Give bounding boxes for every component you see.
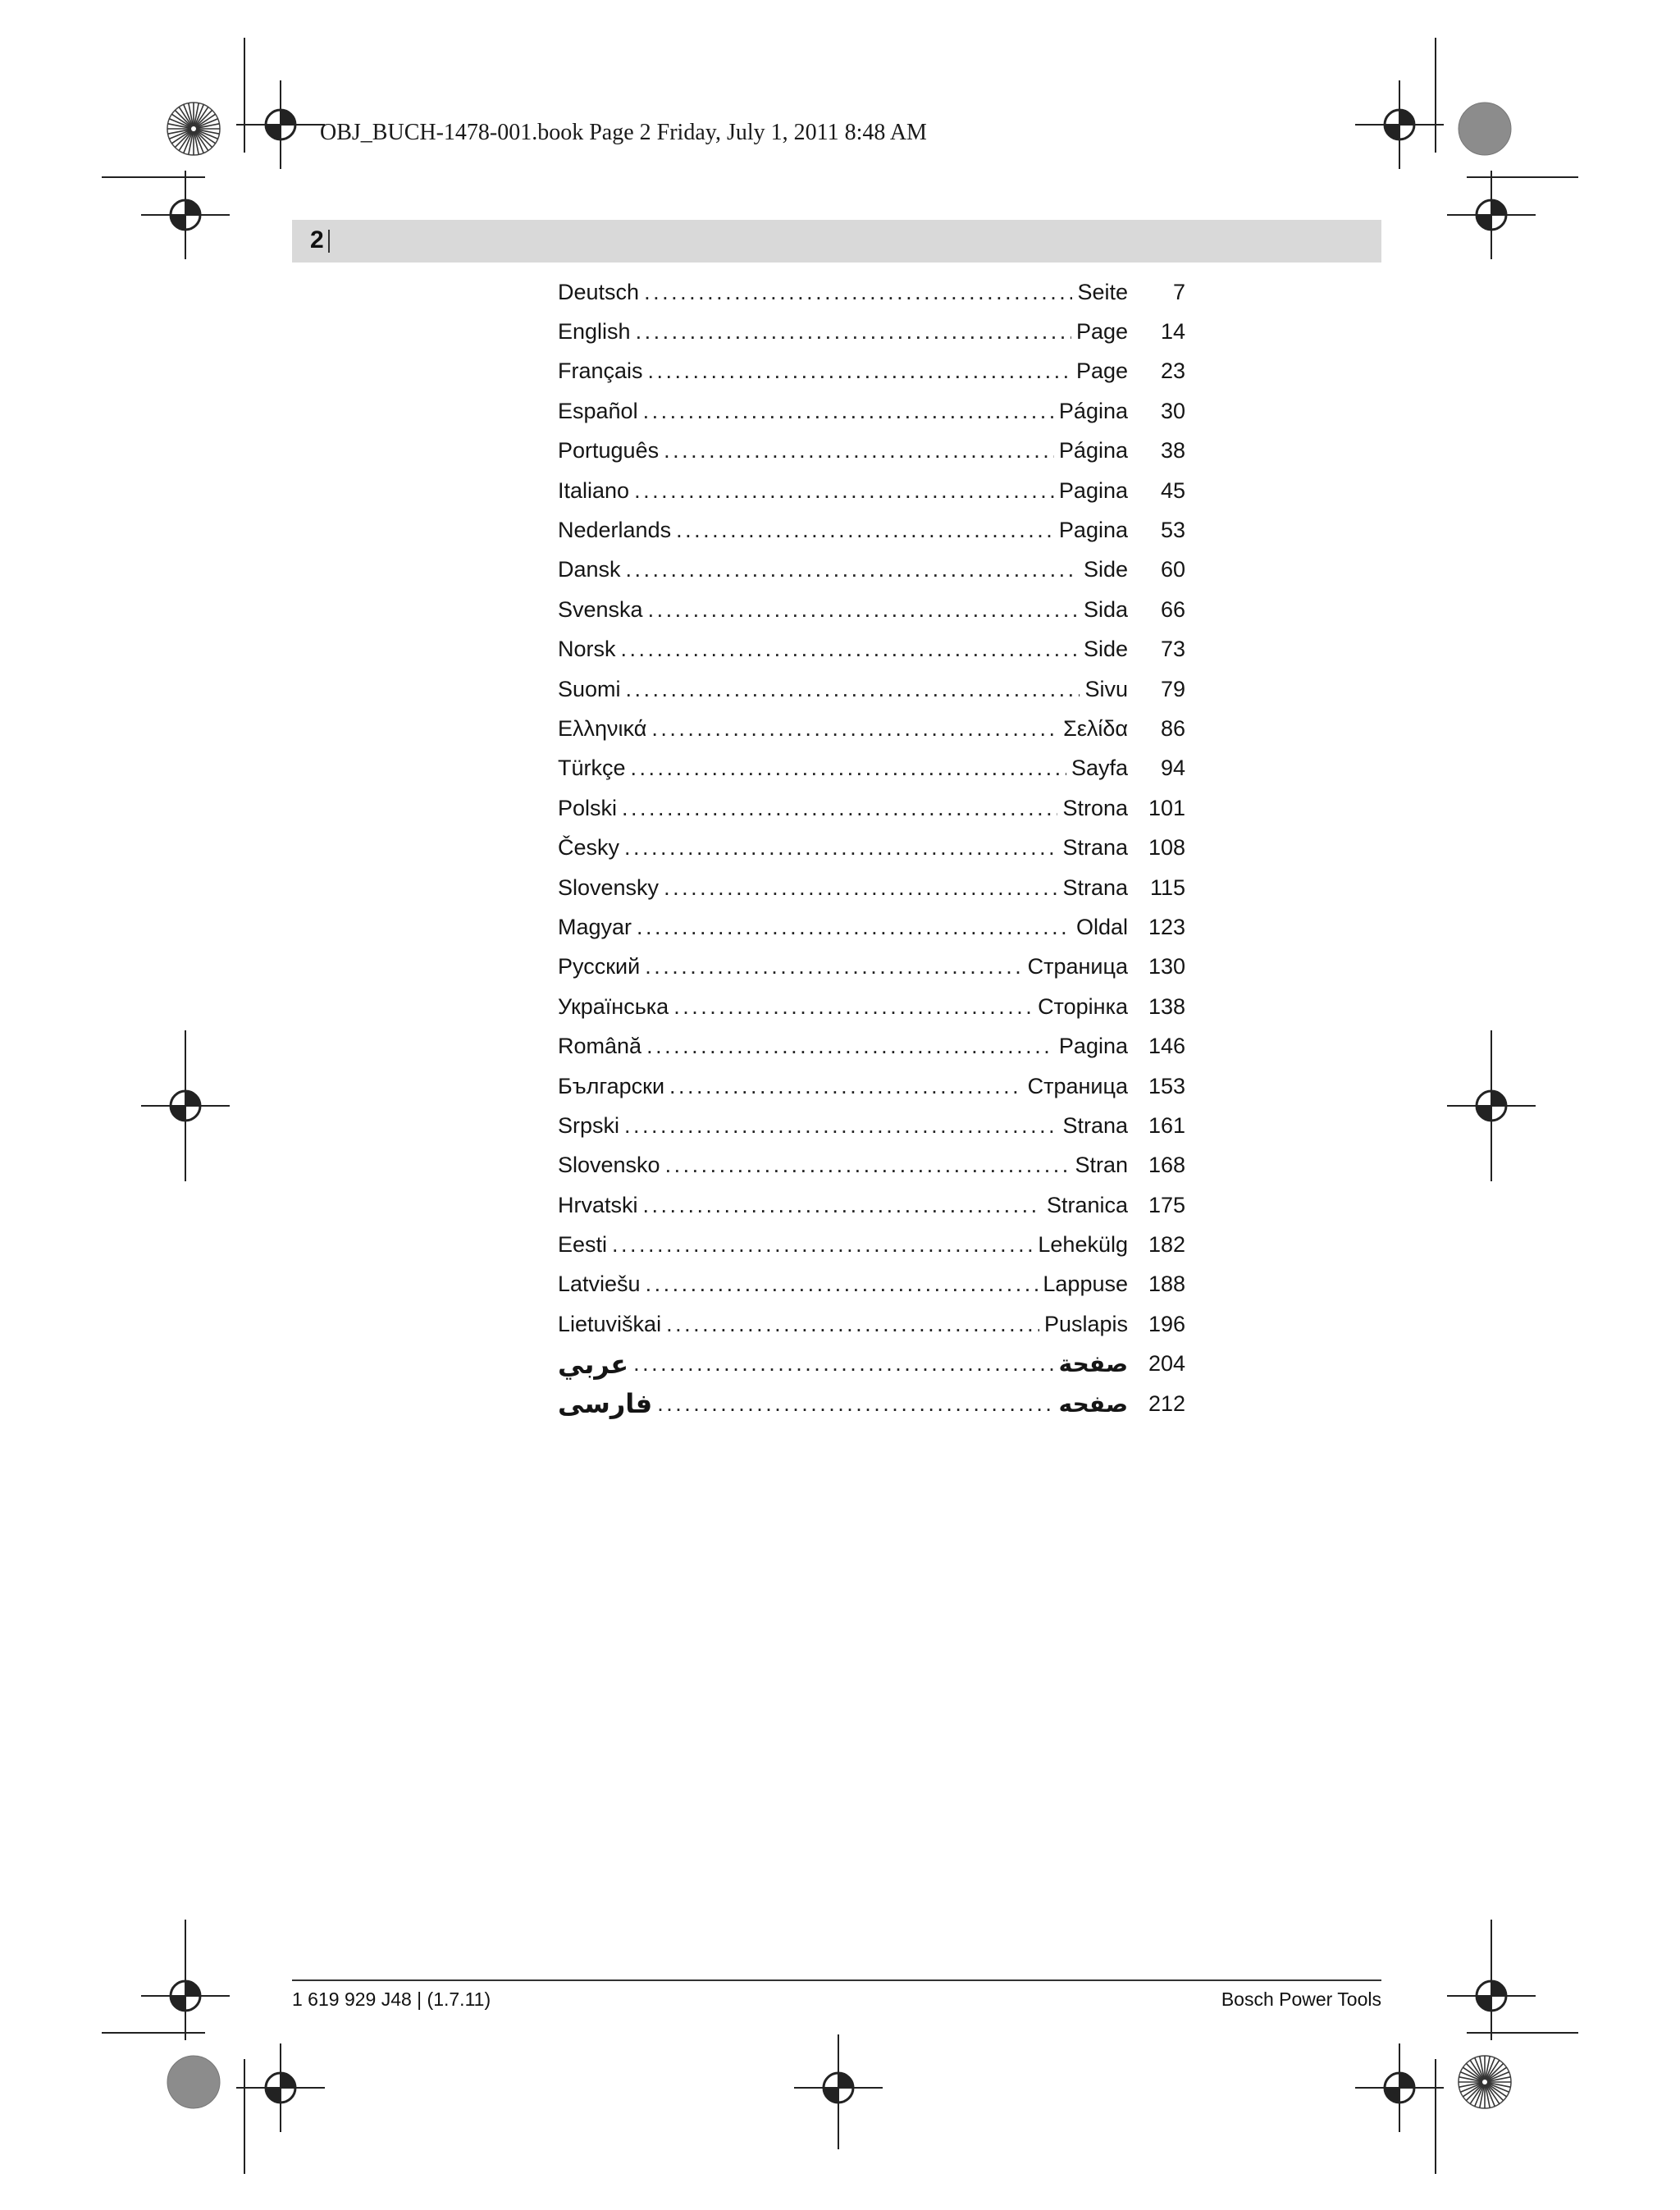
toc-language: Eesti (558, 1232, 608, 1258)
toc-page-number: 188 (1148, 1272, 1185, 1297)
toc-page-number: 86 (1160, 715, 1185, 741)
toc-page-word: Seite (1077, 279, 1128, 304)
toc-entry[interactable] (558, 1384, 1185, 1423)
toc-entry[interactable] (558, 669, 1185, 709)
toc-entry[interactable] (558, 312, 1185, 351)
toc-page-word: صفحه (1058, 1390, 1128, 1417)
toc-language: Română (558, 1034, 642, 1059)
toc-dot-leader (621, 637, 1079, 662)
toc-language: English (558, 319, 631, 345)
header-separator (328, 230, 330, 253)
toc-dot-leader (624, 835, 1057, 861)
toc-dot-leader (626, 557, 1079, 582)
toc-dot-leader (644, 280, 1072, 305)
toc-dot-leader (643, 399, 1054, 424)
toc-language: Slovensky (558, 874, 660, 900)
toc-dot-leader (622, 796, 1057, 821)
toc-entry[interactable] (558, 471, 1185, 510)
toc-page-word: Página (1058, 398, 1128, 423)
toc-entry[interactable] (558, 352, 1185, 391)
toc-dot-leader (676, 518, 1054, 543)
toc-page-number: 79 (1160, 676, 1185, 701)
toc-page-word: صفحة (1058, 1351, 1128, 1377)
toc-language: Latviešu (558, 1272, 641, 1297)
toc-page-number: 130 (1148, 954, 1185, 979)
registration-mark (1355, 80, 1444, 169)
toc-page-number: 66 (1160, 596, 1185, 622)
toc-dot-leader (664, 875, 1057, 901)
toc-entry[interactable] (558, 1265, 1185, 1304)
toc-page-word: Page (1075, 319, 1128, 345)
toc-dot-leader (643, 1193, 1042, 1218)
toc-dot-leader (648, 597, 1079, 623)
toc-page-number: 204 (1148, 1351, 1185, 1377)
toc-dot-leader (646, 1034, 1054, 1059)
toc-language: Česky (558, 835, 620, 861)
toc-dot-leader (648, 358, 1071, 384)
toc-page-number: 161 (1148, 1112, 1185, 1138)
registration-mark (1447, 1952, 1536, 2040)
toc-page-word: Puslapis (1043, 1311, 1128, 1336)
toc-page-number: 153 (1148, 1073, 1185, 1098)
toc-dot-leader (657, 1391, 1053, 1417)
toc-dot-leader (665, 1153, 1071, 1178)
toc-dot-leader (651, 716, 1058, 742)
registration-mark (236, 80, 325, 169)
toc-page-word: Strana (1062, 1112, 1128, 1138)
toc-entry[interactable] (558, 709, 1185, 748)
registration-mark (141, 1952, 230, 2040)
toc-page-word: Strana (1062, 874, 1128, 900)
print-slug-line: OBJ_BUCH-1478-001.book Page 2 Friday, July 1, 2011 8:48 AM (320, 120, 927, 145)
toc-language: Magyar (558, 914, 632, 939)
toc-language: Türkçe (558, 756, 626, 781)
toc-entry[interactable] (558, 590, 1185, 629)
toc-entry[interactable] (558, 1185, 1185, 1225)
toc-entry[interactable] (558, 510, 1185, 550)
toc-page-word: Oldal (1075, 914, 1128, 939)
toc-dot-leader (612, 1232, 1033, 1258)
toc-entry[interactable] (558, 1304, 1185, 1344)
toc-entry[interactable] (558, 828, 1185, 867)
toc-dot-leader (645, 954, 1022, 979)
toc-page-number: 108 (1148, 835, 1185, 861)
gray-register-dot (167, 2056, 220, 2108)
toc-dot-leader (636, 319, 1071, 345)
toc-language: Italiano (558, 477, 630, 503)
toc-language: Русский (558, 954, 641, 979)
toc-dot-leader (633, 1351, 1053, 1377)
toc-dot-leader (634, 478, 1054, 504)
toc-page-number: 146 (1148, 1034, 1185, 1059)
toc-page-word: Page (1075, 358, 1128, 384)
toc-page-word: Stran (1075, 1153, 1128, 1178)
toc-page-number: 101 (1148, 795, 1185, 820)
toc-page-number: 38 (1160, 438, 1185, 463)
toc-page-word: Lappuse (1043, 1272, 1128, 1297)
footer-brand: Bosch Power Tools (1221, 1989, 1381, 2010)
toc-page-word: Pagina (1058, 518, 1128, 543)
toc-language: Português (558, 438, 660, 463)
toc-page-number: 53 (1160, 518, 1185, 543)
toc-dot-leader (666, 1312, 1039, 1337)
star-register-mark (1459, 2056, 1511, 2108)
toc-language: Ελληνικά (558, 715, 647, 741)
toc-language: Norsk (558, 637, 616, 662)
gray-register-dot (1459, 103, 1511, 155)
toc-entry[interactable] (558, 788, 1185, 828)
toc-page-word: Pagina (1058, 1034, 1128, 1059)
toc-entry[interactable] (558, 550, 1185, 590)
toc-page-number: 14 (1160, 319, 1185, 345)
toc-page-number: 182 (1148, 1232, 1185, 1258)
table-of-contents (558, 272, 1185, 1423)
toc-page-number: 60 (1160, 557, 1185, 582)
registration-mark (141, 171, 230, 259)
toc-entry[interactable] (558, 1146, 1185, 1185)
toc-page-number: 123 (1148, 914, 1185, 939)
toc-dot-leader (631, 756, 1066, 781)
page-number: 2 (310, 226, 324, 253)
toc-language: Hrvatski (558, 1192, 638, 1217)
toc-entry[interactable] (558, 868, 1185, 907)
toc-page-number: 138 (1148, 993, 1185, 1019)
footer-doc-number: 1 619 929 J48 | (1.7.11) (292, 1989, 491, 2010)
toc-page-number: 175 (1148, 1192, 1185, 1217)
toc-entry[interactable] (558, 749, 1185, 788)
toc-dot-leader (669, 1074, 1023, 1099)
toc-page-word: Страница (1027, 1073, 1128, 1098)
toc-page-word: Sivu (1084, 676, 1128, 701)
toc-entry[interactable] (558, 1026, 1185, 1066)
toc-language: Polski (558, 795, 618, 820)
toc-entry[interactable] (558, 987, 1185, 1026)
star-register-mark (167, 103, 220, 155)
toc-language: فارسی (558, 1389, 653, 1419)
toc-page-word: Strona (1062, 795, 1128, 820)
toc-page-number: 30 (1160, 398, 1185, 423)
toc-dot-leader (646, 1272, 1039, 1297)
toc-page-word: Strana (1062, 835, 1128, 861)
toc-entry[interactable] (558, 907, 1185, 947)
registration-mark (141, 1062, 230, 1150)
toc-page-number: 7 (1172, 279, 1185, 304)
toc-language: Українська (558, 993, 669, 1019)
toc-entry[interactable] (558, 272, 1185, 312)
registration-mark (1447, 171, 1536, 259)
registration-mark (1355, 2043, 1444, 2132)
registration-mark (794, 2043, 883, 2132)
toc-dot-leader (673, 994, 1033, 1020)
toc-page-number: 168 (1148, 1153, 1185, 1178)
toc-page-number: 23 (1160, 358, 1185, 384)
toc-language: Deutsch (558, 279, 640, 304)
toc-language: Suomi (558, 676, 621, 701)
toc-page-word: Side (1083, 637, 1128, 662)
toc-page-word: Сторінка (1038, 993, 1128, 1019)
toc-page-word: Страница (1027, 954, 1128, 979)
toc-page-number: 94 (1160, 756, 1185, 781)
toc-page-word: Lehekülg (1038, 1232, 1128, 1258)
toc-dot-leader (626, 677, 1080, 702)
toc-entry[interactable] (558, 1066, 1185, 1106)
toc-page-word: Sida (1083, 596, 1128, 622)
toc-entry[interactable] (558, 1345, 1185, 1384)
toc-entry[interactable] (558, 947, 1185, 987)
toc-entry[interactable] (558, 391, 1185, 431)
toc-language: Български (558, 1073, 665, 1098)
toc-dot-leader (664, 438, 1054, 463)
toc-page-number: 196 (1148, 1311, 1185, 1336)
toc-page-word: Side (1083, 557, 1128, 582)
toc-language: Dansk (558, 557, 621, 582)
toc-entry[interactable] (558, 431, 1185, 471)
toc-language: Nederlands (558, 518, 672, 543)
toc-entry[interactable] (558, 630, 1185, 669)
page-header-bar (292, 220, 1381, 263)
toc-page-number: 212 (1148, 1390, 1185, 1416)
toc-language: Srpski (558, 1112, 620, 1138)
toc-page-number: 115 (1149, 874, 1185, 900)
toc-language: Français (558, 358, 643, 384)
toc-language: عربي (558, 1349, 629, 1379)
toc-language: Español (558, 398, 638, 423)
toc-page-number: 73 (1160, 637, 1185, 662)
toc-language: Svenska (558, 596, 643, 622)
toc-page-number: 45 (1160, 477, 1185, 503)
registration-mark (1447, 1062, 1536, 1150)
toc-entry[interactable] (558, 1225, 1185, 1264)
footer-rule (292, 1979, 1381, 1981)
toc-dot-leader (637, 915, 1071, 940)
registration-mark (236, 2043, 325, 2132)
toc-language: Lietuviškai (558, 1311, 662, 1336)
toc-dot-leader (624, 1113, 1057, 1139)
toc-language: Slovensko (558, 1153, 660, 1178)
toc-page-word: Σελίδα (1063, 715, 1128, 741)
toc-page-word: Pagina (1058, 477, 1128, 503)
toc-page-word: Página (1058, 438, 1128, 463)
toc-page-word: Stranica (1046, 1192, 1128, 1217)
toc-entry[interactable] (558, 1106, 1185, 1145)
toc-page-word: Sayfa (1071, 756, 1128, 781)
